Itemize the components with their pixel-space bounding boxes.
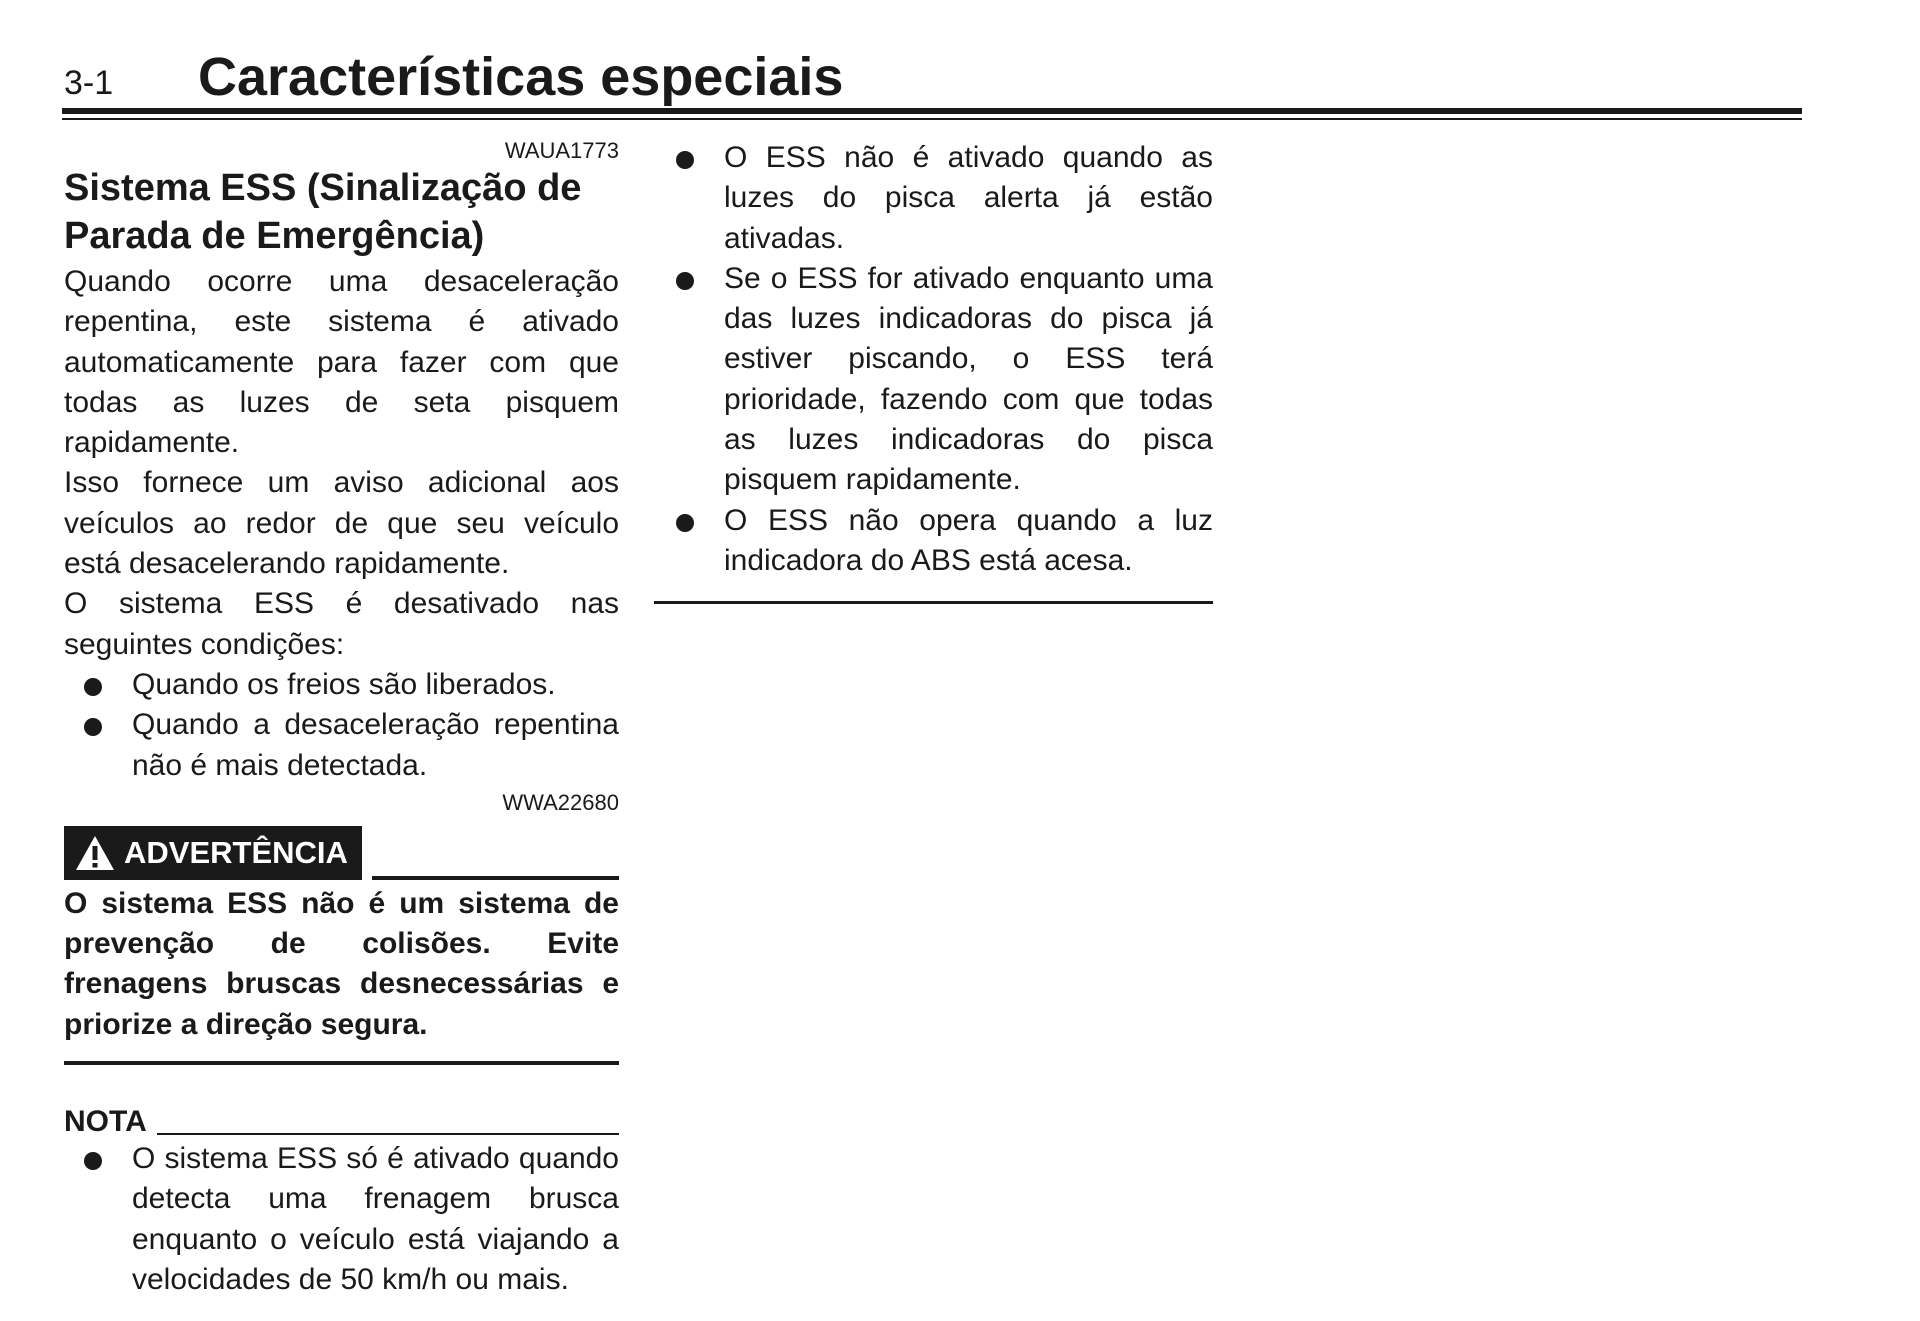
- paragraph: O sistema ESS é desativado nas seguintes condições:: [64, 587, 619, 661]
- bullet-icon: [676, 151, 694, 169]
- list-item: [64, 665, 619, 705]
- section-title: Sistema ESS (Sinalização de Parada de Emergência): [64, 167, 582, 257]
- list-item-text: Quando os freios são liberados.: [132, 667, 556, 701]
- list-item-text: Quando a desaceleração repentina não é mais detectada.: [132, 708, 619, 782]
- header-rule-thin: [62, 118, 1802, 120]
- note-end-rule: [654, 601, 1213, 604]
- header-rule-thick: [62, 108, 1802, 114]
- list-item: [658, 138, 1213, 259]
- warning-triangle-icon: [74, 834, 116, 872]
- list-item: [658, 501, 1213, 582]
- page-title: Características especiais: [198, 47, 844, 107]
- bullet-icon: [84, 678, 102, 696]
- warning-badge: [64, 826, 362, 880]
- warning-rule: [372, 876, 619, 880]
- warning-end-rule: [64, 1061, 619, 1065]
- note-label: NOTA: [64, 1105, 147, 1139]
- warning-label: ADVERTÊNCIA: [124, 834, 348, 870]
- note-rule: [157, 1133, 619, 1135]
- note-list: [64, 1139, 619, 1300]
- bullet-icon: [84, 718, 102, 736]
- bullet-icon: [84, 1152, 102, 1170]
- paragraph: Isso fornece um aviso adicional aos veículos ao redor de que seu veículo está desacelerando rapidamente.: [64, 466, 619, 581]
- list-item-text: O ESS não é ativado quando as luzes do pisca alerta já estão ativadas.: [724, 141, 1213, 255]
- page-number: 3-1: [64, 64, 114, 102]
- list-item-text: Se o ESS for ativado enquanto uma das luzes indicadoras do pisca já estiver piscando, o ESS terá prioridade, fazendo com que todas as luzes indicadoras do pisca pisquem rapidamente.: [724, 261, 1213, 497]
- note-header: [64, 1105, 619, 1139]
- left-column: [64, 138, 619, 1300]
- right-column: [658, 138, 1213, 604]
- bullet-icon: [676, 514, 694, 532]
- list-item: [64, 705, 619, 786]
- warning-text: O sistema ESS não é um sistema de prevenção de colisões. Evite frenagens bruscas desnecessárias e priorize a direção segura.: [64, 886, 619, 1041]
- note-list-continued: [658, 138, 1213, 581]
- paragraph: Quando ocorre uma desaceleração repentina, este sistema é ativado automaticamente para fazer com que todas as luzes de seta pisquem rapidamente.: [64, 265, 619, 460]
- list-item: [64, 1139, 619, 1300]
- warning-code: WWA22680: [502, 789, 619, 815]
- list-item-text: O ESS não opera quando a luz indicadora do ABS está acesa.: [724, 503, 1213, 577]
- list-item-text: O sistema ESS só é ativado quando detecta uma frenagem brusca enquanto o veículo está viajando a velocidades de 50 km/h ou mais.: [132, 1142, 619, 1296]
- section-code: WAUA1773: [504, 138, 619, 163]
- warning-header: [64, 826, 619, 880]
- conditions-list: [64, 665, 619, 786]
- list-item: [658, 259, 1213, 501]
- bullet-icon: [676, 272, 694, 290]
